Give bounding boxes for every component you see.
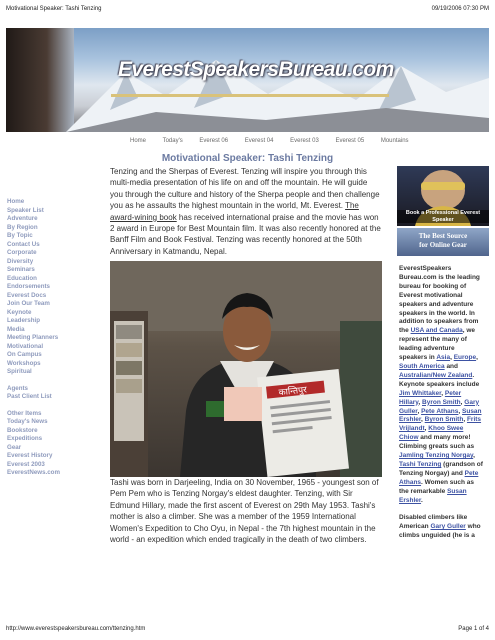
sidebar-nav-item[interactable]: Agents [7, 384, 28, 392]
sidebar-nav-item[interactable]: Join Our Team [7, 300, 50, 307]
topnav-item[interactable]: Everest 04 [244, 138, 274, 144]
site-logo[interactable]: EverestSpeakersBureau.com [118, 58, 394, 81]
bureau-description [399, 265, 483, 560]
sidebar-nav-item[interactable]: EverestNews.com [7, 469, 60, 476]
bureau-text: , [473, 452, 475, 460]
topnav-item[interactable]: Mountains [380, 138, 409, 144]
page-url: http://www.everestspeakersbureau.com/ttenzing.htm [6, 626, 146, 632]
intro-text: Tenzing and the Sherpas of Everest. Tenzing will inspire you through this multi-media presentation of his life on and off the mountain. He will guide you through the culture and history of the Sherpa people and then challenge you as he assaults the highest mountain in the world, Mt. Everest. [110, 167, 380, 211]
intro-text-cont: has received international praise and the movie has won 2 award in Europe for Best Mountain film. It was also recently honored at the Banff Film and Book Festival. Tenzing was recently honored at the 50th Anniversary in Katmandu, Nepal. [110, 212, 381, 256]
speaker-link[interactable]: Asia [436, 354, 451, 362]
page-title: Motivational Speaker: Tashi Tenzing [161, 153, 334, 164]
speaker-link[interactable]: Tashi Tenzing [399, 460, 442, 468]
topnav-item[interactable]: Everest 05 [335, 138, 365, 144]
bureau-text: who climbs unguided (he is a [399, 523, 481, 540]
top-navigation [130, 138, 424, 144]
sidebar-nav-item[interactable]: Everest History [7, 452, 53, 459]
paragraph-spacer [399, 505, 483, 514]
speaker-link[interactable]: South America [399, 362, 445, 370]
bureau-text: , [450, 354, 454, 362]
sidebar-nav-item[interactable]: Endorsements [7, 283, 50, 290]
topnav-item[interactable]: Everest 03 [290, 138, 319, 144]
sidebar-nav-item[interactable]: By Topic [7, 232, 33, 239]
book-speaker-ad[interactable] [397, 166, 489, 226]
sidebar-nav-item[interactable]: Speaker List [7, 206, 44, 214]
bureau-text: and [444, 362, 459, 370]
sidebar-nav-item[interactable]: Education [7, 274, 37, 282]
topnav-item[interactable]: Everest 06 [199, 138, 229, 144]
bureau-text: , [476, 354, 478, 362]
bureau-text: , [458, 407, 463, 415]
bureau-text: . [421, 496, 423, 504]
sidebar-nav-item[interactable]: Bookstore [7, 426, 38, 434]
online-gear-ad-line2: for Online Gear [419, 241, 467, 249]
speaker-link[interactable]: Jamling Tenzing Norgay [399, 452, 474, 460]
bureau-text: , [460, 398, 465, 406]
speaker-link[interactable]: Byron Smith [424, 416, 464, 424]
sidebar-nav-item[interactable]: Gear [7, 443, 22, 451]
speaker-link[interactable]: Byron Smith [422, 398, 461, 406]
bureau-paragraph [399, 514, 483, 541]
bureau-text: , [421, 416, 425, 424]
speaker-link[interactable]: Europe [453, 354, 477, 362]
bureau-text: . Keynote speakers include [399, 371, 480, 388]
bureau-text: , [418, 398, 423, 406]
sidebar-nav-item[interactable]: Contact Us [7, 240, 40, 248]
bureau-text: , [441, 389, 445, 397]
bureau-text: (grandson of Tenzing Norgay) and [399, 460, 483, 477]
print-header-title: Motivational Speaker: Tashi Tenzing [6, 6, 102, 12]
sidebar-nav-item[interactable]: Home [7, 198, 25, 205]
award-book-link[interactable]: The award-wining book [110, 201, 359, 222]
speaker-link[interactable]: Susan Ershler [399, 407, 482, 424]
sidebar-nav-item[interactable]: Keynote [7, 308, 32, 316]
speaker-link[interactable]: Pete Athans [399, 469, 479, 486]
speaker-link[interactable]: Peter Hillary [399, 389, 462, 406]
sidebar-nav-item[interactable]: Other Items [7, 409, 42, 417]
sidebar-nav-item[interactable]: Media [7, 325, 25, 333]
newspaper-masthead: कान्तिपुर [278, 385, 308, 399]
topnav-item[interactable]: Today's [162, 138, 183, 144]
speaker-link[interactable]: Frits Vrijlandt [399, 416, 482, 433]
speaker-link[interactable]: Jim Whittaker [399, 389, 442, 397]
sidebar-nav-item[interactable]: Leadership [7, 317, 41, 324]
online-gear-ad-line1: The Best Source [418, 232, 468, 240]
sidebar-nav-item[interactable]: Today's News [7, 418, 48, 425]
speaker-link[interactable]: USA and Canada [410, 327, 463, 335]
sidebar-nav-item[interactable]: By Region [7, 223, 38, 231]
sidebar-nav-item[interactable]: Past Client List [7, 393, 52, 400]
sidebar-nav-item[interactable]: Spiritual [7, 368, 32, 375]
speaker-link[interactable]: Susan Ershler [399, 487, 467, 504]
sidebar-nav-item[interactable]: Diversity [7, 257, 34, 265]
sidebar-nav [7, 198, 97, 478]
bureau-text: . Women such as the remarkable [399, 478, 475, 495]
topnav-item[interactable]: Home [130, 138, 147, 144]
sidebar-nav-item[interactable]: Workshops [7, 359, 41, 367]
sidebar-nav-item[interactable]: Everest Docs [7, 291, 47, 299]
bureau-text: , [424, 425, 429, 433]
page-number: Page 1 of 4 [458, 626, 489, 632]
bureau-text: and many more! Climbing greats such as [399, 434, 475, 451]
sidebar-nav-item[interactable]: Expeditions [7, 435, 43, 442]
sidebar-nav-item[interactable]: Everest 2003 [7, 460, 45, 468]
speaker-link[interactable]: Australian/New Zealand [399, 371, 473, 379]
speaker-link[interactable]: Pete Athans [421, 407, 459, 415]
nav-spacer [7, 402, 97, 410]
print-header [6, 6, 489, 18]
sidebar-nav-item[interactable]: Corporate [7, 249, 37, 256]
sidebar-nav-item[interactable]: Seminars [7, 266, 35, 273]
bureau-text: , [417, 407, 422, 415]
sidebar-nav-item[interactable]: Meeting Planners [7, 334, 59, 341]
nav-spacer [7, 377, 97, 385]
bureau-paragraph [399, 265, 483, 505]
bureau-text: Disabled climbers like American [399, 514, 468, 531]
intro-paragraph [110, 166, 382, 257]
speaker-link[interactable]: Gary Guller [430, 523, 466, 531]
site-banner[interactable] [6, 28, 489, 132]
speaker-link[interactable]: Gary Guller [399, 398, 480, 415]
logo-underline [111, 94, 389, 97]
online-gear-ad[interactable] [397, 228, 489, 256]
sidebar-nav-item[interactable]: Adventure [7, 215, 38, 222]
bureau-text: , [463, 416, 467, 424]
sidebar-nav-item[interactable]: Motivational [7, 342, 44, 350]
book-speaker-ad-caption: Book a Professional Everest Speaker [397, 210, 489, 223]
tashi-tenzing-photo [110, 261, 382, 477]
biography-paragraph: Tashi was born in Darjeeling, India on 30 November, 1965 - youngest son of Pem Pem who is Tenzing Norgay's eldest daughter. Tenzing, with Sir Edmund Hillary, made the first ascent of Everest on 29th May 1953. Tashi's mother is also a climber. She was a member of the 1959 International Women's Expedition to Cho Oyu, in Nepal - the 7th highest mountain in the world - an expedition which ended tragically in the death of two climbers. [110, 478, 379, 545]
sidebar-nav-item[interactable]: On Campus [7, 351, 42, 358]
bureau-text: , we represent the many of leading adventure speakers in [399, 327, 475, 362]
speaker-link[interactable]: Khoo Swee Chiow [399, 425, 464, 442]
print-header-timestamp: 09/19/2006 07:30 PM [431, 6, 489, 12]
bureau-text: EverestSpeakers Bureau.com is the leading bureau for booking of Everest motivational speakers and adventure speakers in the world. In addition to speakers from the [399, 265, 480, 335]
